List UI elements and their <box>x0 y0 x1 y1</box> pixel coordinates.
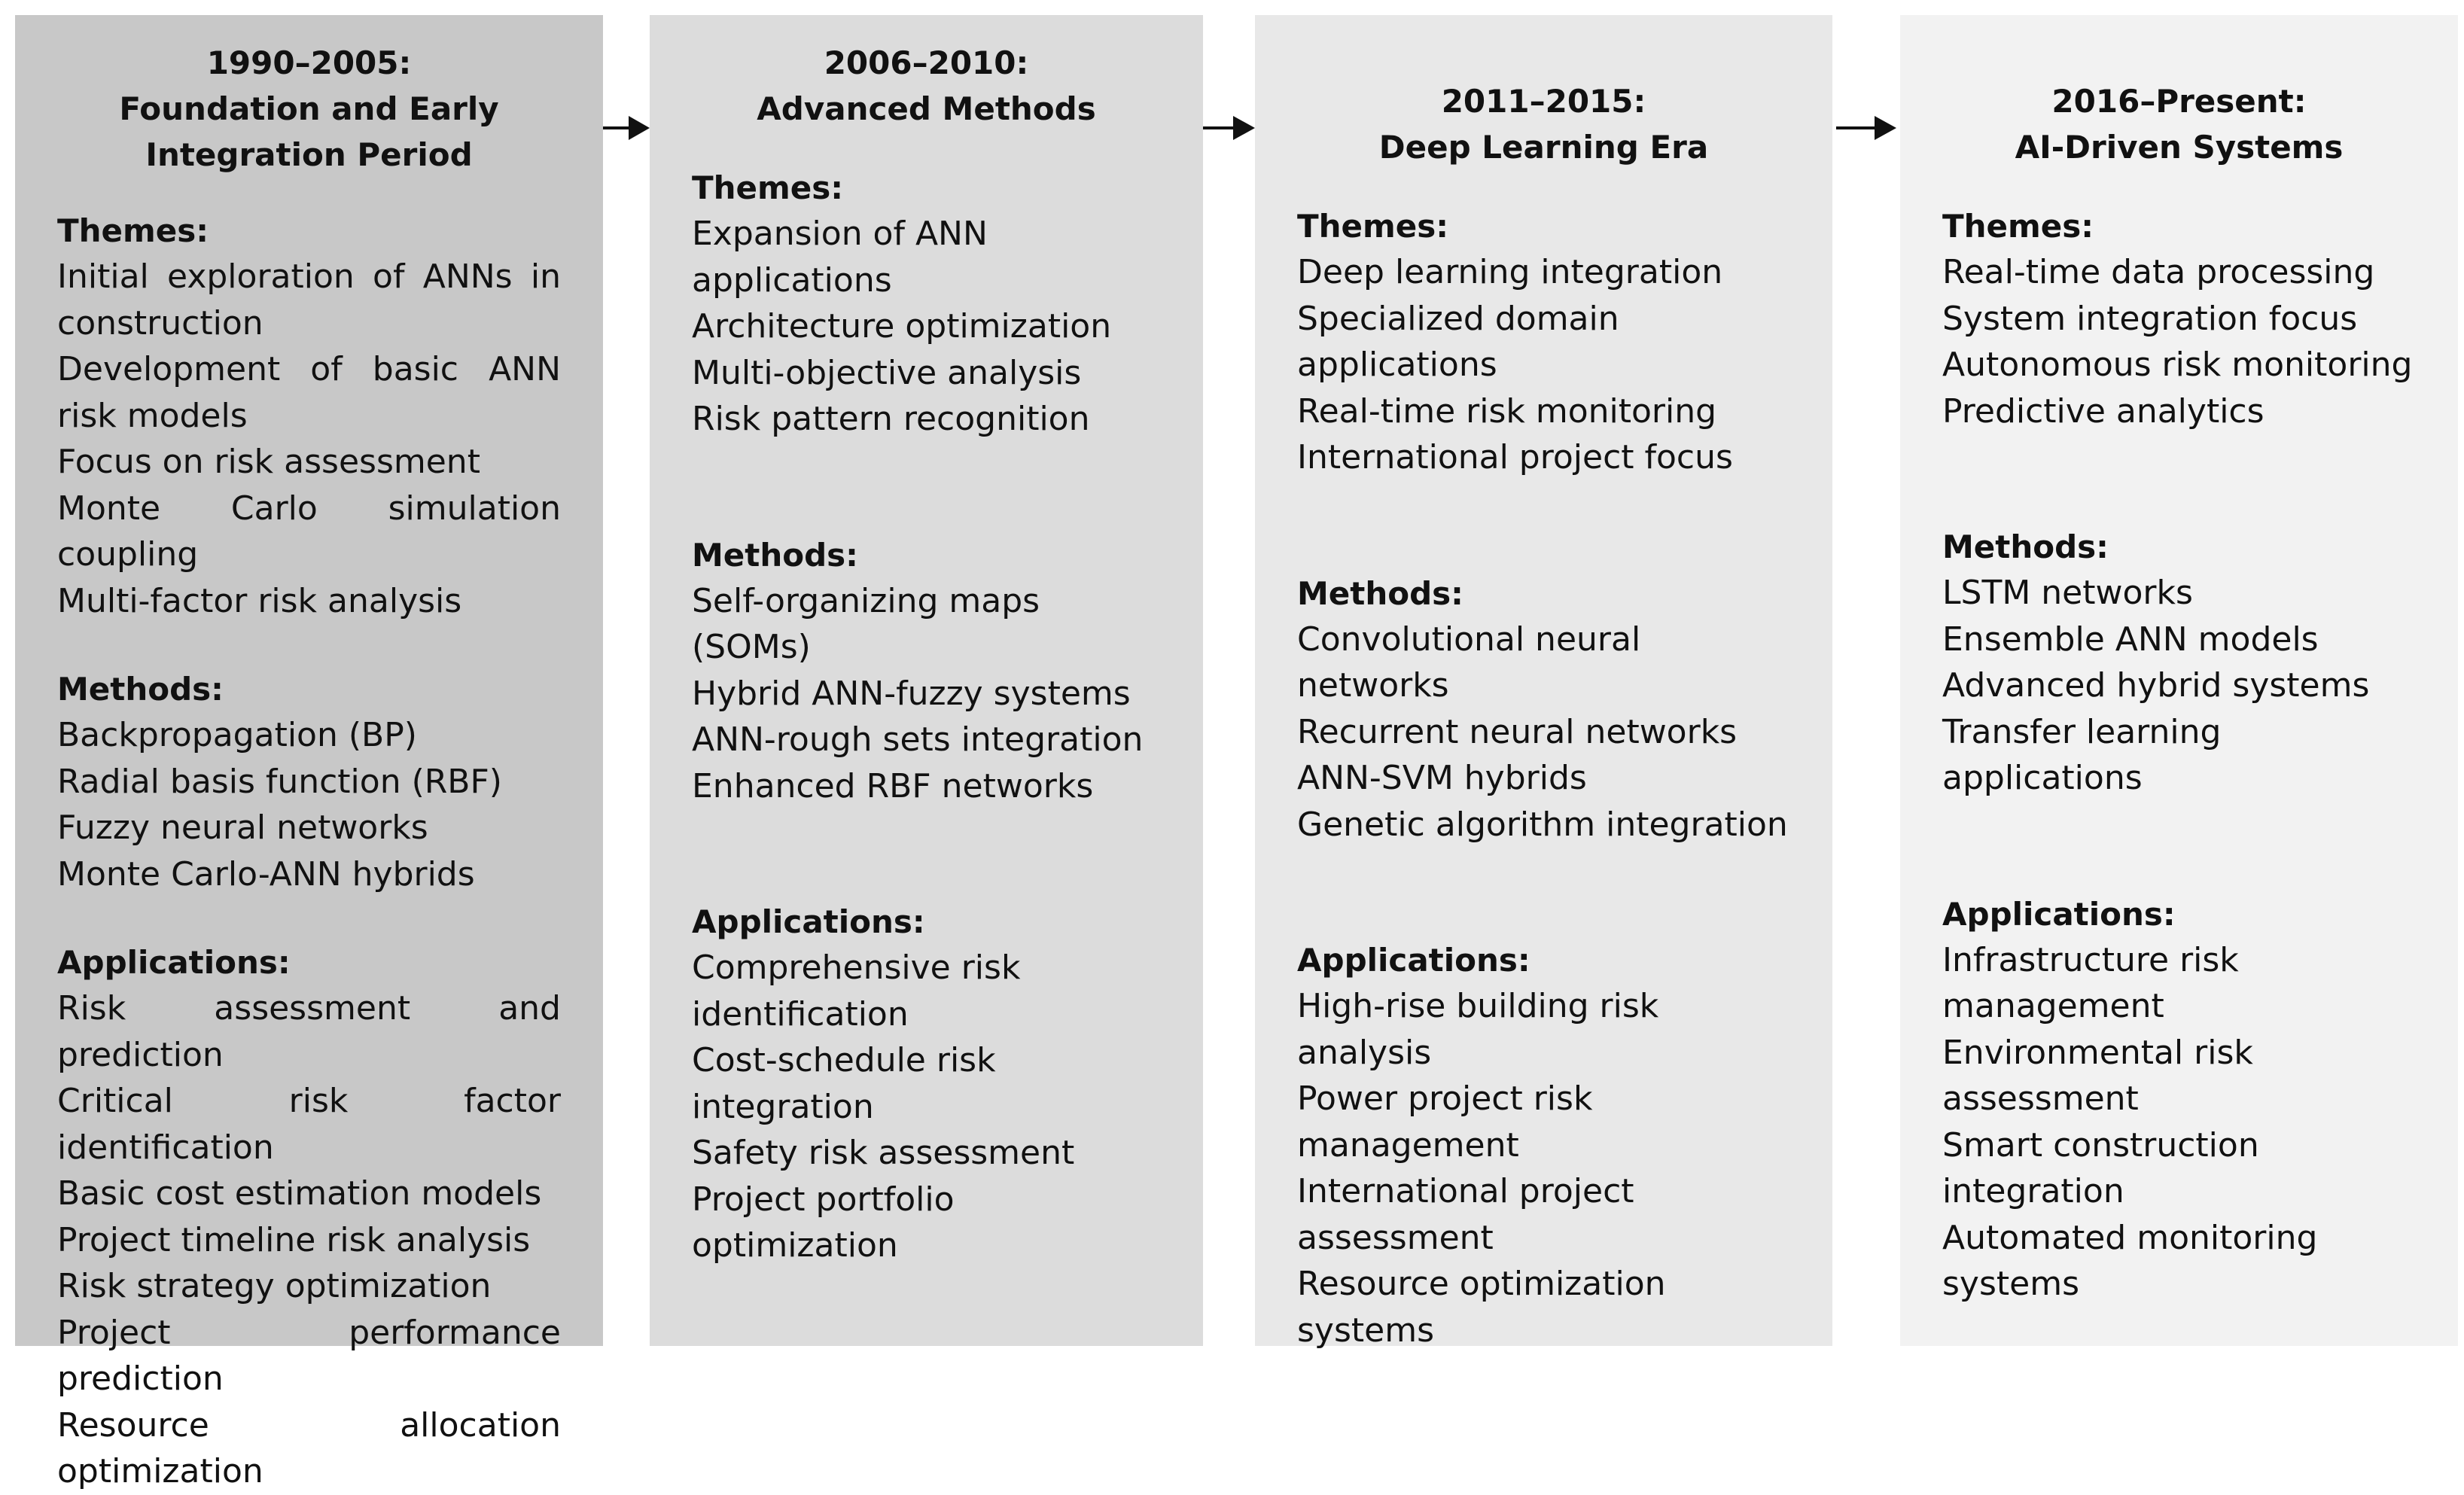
period-years: 2006–2010: <box>824 44 1029 81</box>
method-item: ANN-rough sets integration <box>692 720 1144 759</box>
method-item: Recurrent neural networks <box>1297 712 1738 751</box>
theme-item: Development of basic ANN risk models <box>57 350 561 435</box>
methods-section <box>1942 524 2416 802</box>
applications-heading: Applications: <box>1942 895 2176 933</box>
application-item: Comprehensive risk identification <box>692 948 1021 1034</box>
applications-section <box>692 899 1161 1269</box>
applications-heading: Applications: <box>1297 942 1530 979</box>
methods-section <box>1297 571 1790 848</box>
applications-section <box>1942 891 2416 1308</box>
application-item: Basic cost estimation models <box>57 1174 542 1213</box>
period-title <box>692 15 1161 132</box>
theme-item: Architecture optimization <box>692 307 1112 346</box>
method-item: Convolutional neural networks <box>1297 620 1641 705</box>
period-title-line: Foundation and Early <box>119 90 499 127</box>
theme-item: System integration focus <box>1942 299 2358 338</box>
application-item: High-rise building risk analysis <box>1297 987 1659 1072</box>
theme-item: Real-time data processing <box>1942 253 2375 291</box>
application-item: Safety risk assessment <box>692 1134 1075 1172</box>
application-item: Smart construction integration <box>1942 1125 2259 1210</box>
period-title-line: Deep Learning Era <box>1378 129 1709 166</box>
application-item: Infrastructure risk management <box>1942 940 2239 1025</box>
right-arrow-icon <box>1203 105 1255 151</box>
methods-heading: Methods: <box>57 671 224 708</box>
theme-item: Specialized domain applications <box>1297 299 1619 384</box>
period-years: 1990–2005: <box>206 44 412 81</box>
right-arrow-icon <box>1832 105 1900 151</box>
themes-heading: Themes: <box>1942 208 2094 245</box>
themes-section <box>1297 203 1790 481</box>
period-title <box>1297 15 1790 170</box>
application-item: Risk assessment and prediction <box>57 989 561 1074</box>
application-item: Power project risk management <box>1297 1079 1593 1165</box>
method-item: Ensemble ANN models <box>1942 620 2319 659</box>
timeline-period-2016-present <box>1900 15 2458 1346</box>
theme-item: Initial exploration of ANNs in construction <box>57 257 561 343</box>
themes-section <box>692 165 1161 443</box>
method-item: Radial basis function (RBF) <box>57 762 502 801</box>
method-item: Self-organizing maps (SOMs) <box>692 581 1040 666</box>
application-item: Risk strategy optimization <box>57 1267 492 1305</box>
application-item: Resource optimization systems <box>1297 1265 1666 1350</box>
methods-heading: Methods: <box>692 536 858 574</box>
theme-item: Expansion of ANN applications <box>692 215 988 300</box>
method-item: Advanced hybrid systems <box>1942 666 2370 705</box>
method-item: Monte Carlo-ANN hybrids <box>57 854 475 894</box>
methods-heading: Methods: <box>1942 528 2109 565</box>
application-item: Critical risk factor identification <box>57 1082 561 1167</box>
themes-section <box>1942 203 2416 434</box>
period-title-line: Advanced Methods <box>757 90 1096 127</box>
method-item: Hybrid ANN-fuzzy systems <box>692 674 1131 713</box>
methods-section <box>692 532 1161 810</box>
application-item: Cost-schedule risk integration <box>692 1041 996 1126</box>
application-item: Resource allocation optimization <box>57 1405 561 1490</box>
method-item: Transfer learning applications <box>1942 712 2222 797</box>
method-item: LSTM networks <box>1942 574 2193 612</box>
theme-item: Real-time risk monitoring <box>1297 391 1717 431</box>
applications-section <box>1297 937 1790 1353</box>
method-item: Enhanced RBF networks <box>692 766 1094 805</box>
applications-section <box>57 939 561 1495</box>
theme-item: International project focus <box>1297 438 1733 477</box>
method-item: Genetic algorithm integration <box>1297 805 1788 844</box>
timeline-period-2011-2015 <box>1255 15 1832 1350</box>
period-title <box>57 15 561 178</box>
theme-item: Risk pattern recognition <box>692 400 1090 438</box>
applications-heading: Applications: <box>692 903 925 940</box>
theme-item: Autonomous risk monitoring <box>1942 346 2413 384</box>
method-item: Backpropagation (BP) <box>57 716 417 754</box>
application-item: Automated monitoring systems <box>1942 1218 2318 1303</box>
methods-section <box>57 666 561 897</box>
period-years: 2016–Present: <box>2051 83 2307 120</box>
theme-item: Monte Carlo simulation coupling <box>57 489 561 574</box>
method-item: Fuzzy neural networks <box>57 808 428 847</box>
themes-heading: Themes: <box>692 169 844 206</box>
theme-item: Predictive analytics <box>1942 391 2265 431</box>
themes-heading: Themes: <box>57 212 209 249</box>
themes-heading: Themes: <box>1297 208 1449 245</box>
theme-item: Deep learning integration <box>1297 253 1723 291</box>
method-item: ANN-SVM hybrids <box>1297 759 1587 797</box>
theme-item: Multi-factor risk analysis <box>57 581 462 620</box>
timeline-period-1990-2005 <box>15 15 603 1490</box>
application-item: Project portfolio optimization <box>692 1180 955 1265</box>
application-item: Project timeline risk analysis <box>57 1220 531 1259</box>
period-years: 2011–2015: <box>1441 83 1646 120</box>
period-title <box>1942 15 2416 170</box>
themes-section <box>57 208 561 624</box>
methods-heading: Methods: <box>1297 574 1463 612</box>
application-item: Project performance prediction <box>57 1313 561 1398</box>
period-title-line: AI-Driven Systems <box>2015 129 2344 166</box>
application-item: International project assessment <box>1297 1172 1634 1257</box>
period-title-line: Integration Period <box>145 136 473 173</box>
theme-item: Focus on risk assessment <box>57 443 480 481</box>
application-item: Environmental risk assessment <box>1942 1033 2253 1118</box>
timeline-period-2006-2010 <box>650 15 1203 1346</box>
applications-heading: Applications: <box>57 944 291 981</box>
theme-item: Multi-objective analysis <box>692 353 1082 392</box>
right-arrow-icon <box>603 105 650 151</box>
